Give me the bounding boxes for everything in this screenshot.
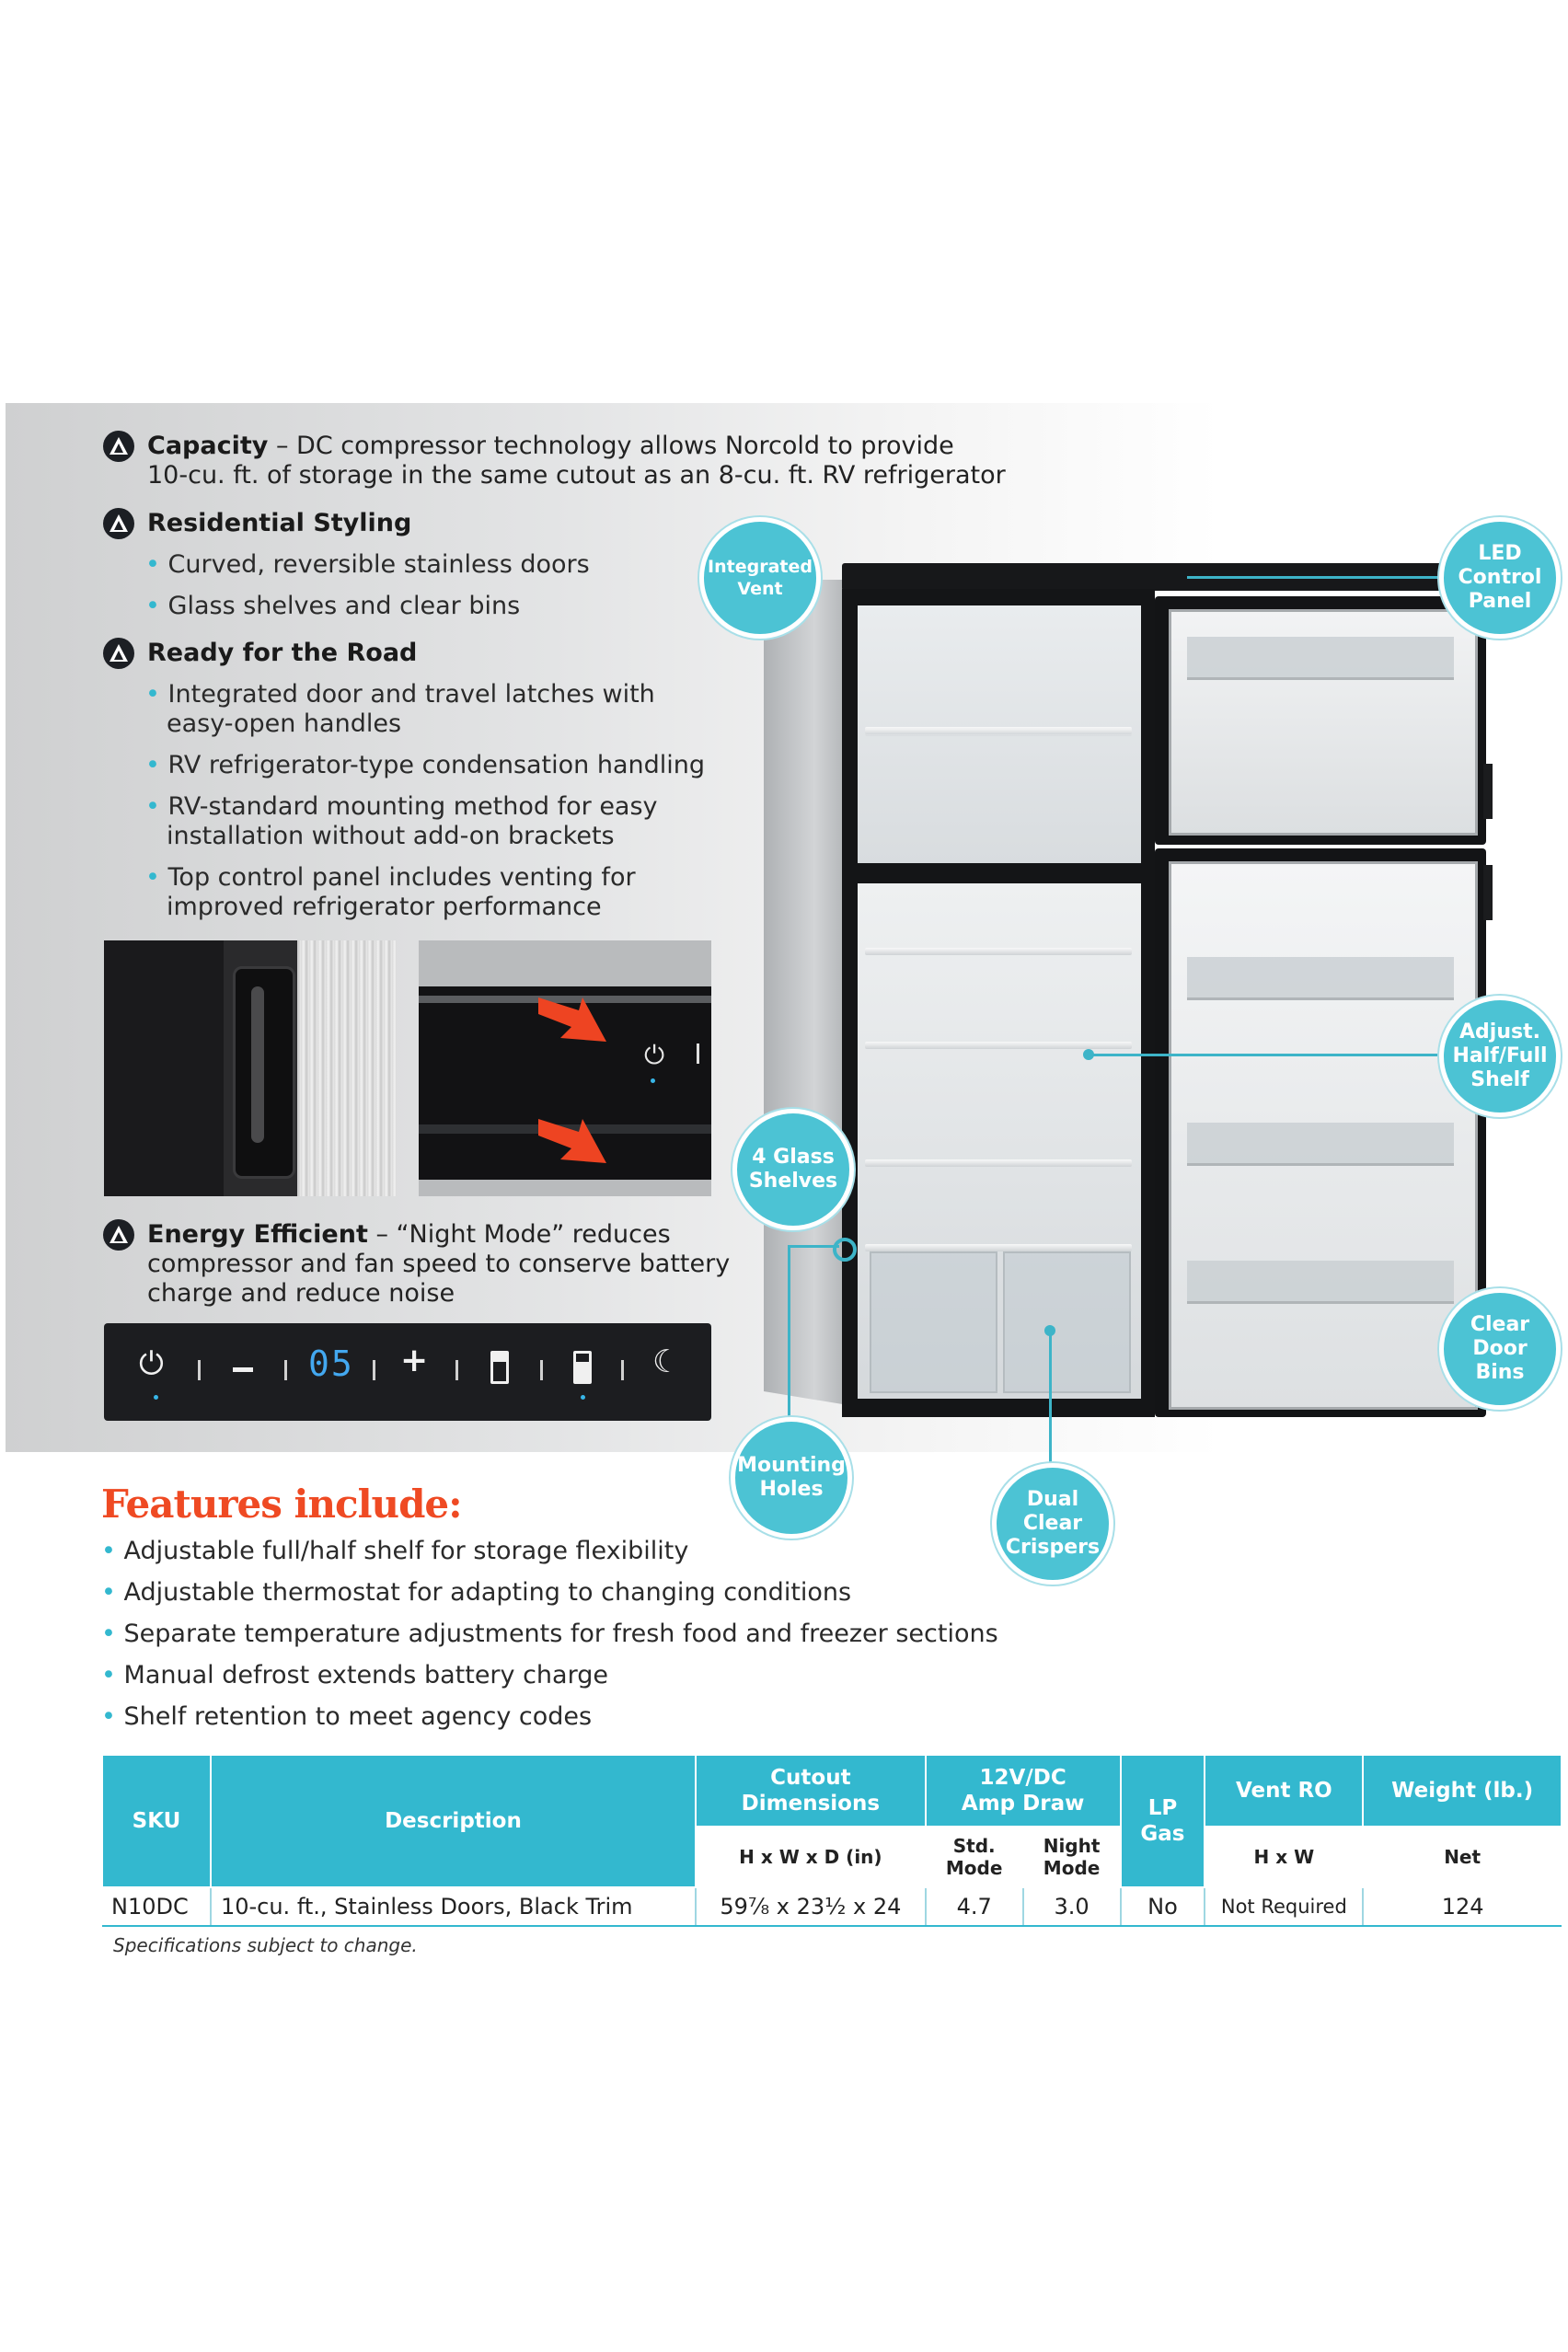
leader-line [788, 1245, 839, 1248]
road-title-text: Ready for the Road [147, 639, 418, 667]
feature-item: • Manual defrost extends battery charge [101, 1661, 608, 1689]
norcold-triangle-icon [103, 638, 134, 669]
road-title [147, 639, 417, 668]
list-item: • Top control panel includes venting for [145, 863, 636, 892]
th-weight: Weight (lb.) [1363, 1755, 1562, 1827]
list-item-text: Glass shelves and clear bins [167, 592, 521, 620]
th-text: Cutout [770, 1766, 851, 1790]
spec-table [101, 1754, 1562, 1927]
energy-title: Energy Efficient [147, 1220, 368, 1249]
control-panel-photo [104, 1323, 711, 1421]
th-sku: SKU [102, 1755, 211, 1887]
th-text: Std. [952, 1835, 996, 1857]
callout-crispers: Dual Clear Crispers [992, 1463, 1113, 1585]
th-vent-sub: H x W [1205, 1827, 1363, 1887]
plus-icon: + [400, 1342, 429, 1379]
energy-line-3: charge and reduce noise [147, 1279, 455, 1308]
callout-led-panel: LED Control Panel [1439, 517, 1561, 639]
th-night [1023, 1827, 1121, 1887]
power-icon: ⏻ [644, 1040, 665, 1070]
moon-icon: ☾ [652, 1343, 681, 1380]
feature-item: • Adjustable thermostat for adapting to changing conditions [101, 1578, 852, 1607]
cell-cutout: 59⁷⁄₈ x 23¹⁄₂ x 24 [696, 1887, 926, 1926]
latch-photo [104, 940, 397, 1196]
callout-clear-bins: Clear Door Bins [1439, 1288, 1561, 1410]
list-item-text: Curved, reversible stainless doors [167, 550, 590, 579]
norcold-triangle-icon [103, 431, 134, 462]
arrow-icon [538, 1112, 612, 1172]
leader-line [1049, 1330, 1052, 1468]
feature-text: Adjustable full/half shelf for storage flexibility [123, 1537, 689, 1565]
list-item-text: RV-standard mounting method for easy [167, 792, 658, 821]
th-text: Gas [1140, 1822, 1185, 1846]
th-cutout [696, 1755, 926, 1827]
cell-weight: 124 [1363, 1887, 1562, 1926]
energy-text: – “Night Mode” reduces [367, 1220, 671, 1249]
th-weight-sub: Net [1363, 1827, 1562, 1887]
list-item-cont: improved refrigerator performance [167, 893, 602, 921]
cell-std: 4.7 [926, 1887, 1023, 1926]
fridge-icon [573, 1351, 592, 1384]
feature-item: • Shelf retention to meet agency codes [101, 1702, 593, 1731]
capacity-line-1 [147, 432, 1012, 461]
th-text: Amp Draw [961, 1792, 1085, 1816]
leader-line [788, 1247, 790, 1431]
list-item: • RV refrigerator-type condensation handling [145, 751, 706, 779]
feature-text: Manual defrost extends battery charge [123, 1661, 608, 1689]
callout-glass-shelves: 4 Glass Shelves [732, 1109, 854, 1230]
cell-night: 3.0 [1023, 1887, 1121, 1926]
power-icon: ⏻ [139, 1345, 164, 1382]
th-std [926, 1827, 1023, 1887]
leader-line [1187, 576, 1445, 579]
cell-description: 10-cu. ft., Stainless Doors, Black Trim [211, 1887, 696, 1926]
cell-lp: No [1121, 1887, 1205, 1926]
cell-vent: Not Required [1205, 1887, 1363, 1926]
energy-line-1 [147, 1220, 736, 1250]
feature-item: • Adjustable full/half shelf for storage flexibility [101, 1537, 689, 1565]
refrigerator-image [755, 552, 1491, 1454]
leader-line [1086, 1054, 1445, 1056]
th-text: Night [1043, 1835, 1101, 1857]
spec-note: Specifications subject to change. [113, 1934, 418, 1956]
th-text: 12V/DC [979, 1766, 1066, 1790]
feature-item: • Separate temperature adjustments for fresh food and freezer sections [101, 1620, 998, 1648]
feature-text: Separate temperature adjustments for fresh food and freezer sections [123, 1620, 998, 1648]
vent-photo [419, 940, 711, 1196]
capacity-title: Capacity [147, 432, 269, 460]
th-vent: Vent RO [1205, 1755, 1363, 1827]
feature-text: Adjustable thermostat for adapting to changing conditions [123, 1578, 852, 1607]
list-item: • Glass shelves and clear bins [145, 592, 521, 620]
th-text: Mode [1043, 1857, 1101, 1879]
callout-mounting-holes: Mounting Holes [731, 1417, 852, 1539]
freezer-icon [490, 1351, 509, 1384]
energy-line-2: compressor and fan speed to conserve battery [147, 1250, 731, 1278]
residential-title-text: Residential Styling [147, 509, 412, 537]
minus-icon [233, 1367, 253, 1372]
features-title: Features include: [101, 1482, 462, 1527]
list-item-text: RV refrigerator-type condensation handling [167, 751, 706, 779]
callout-adjust-shelf: Adjust. Half/Full Shelf [1439, 996, 1561, 1117]
capacity-text: – DC compressor technology allows Norcold to provide [268, 432, 954, 460]
temperature-display: 05 [308, 1343, 354, 1384]
th-cutout-sub: H x W x D (in) [696, 1827, 926, 1887]
list-item-text: Top control panel includes venting for [167, 863, 636, 892]
residential-title [147, 509, 411, 538]
cell-sku: N10DC [102, 1887, 211, 1926]
th-text: LP [1147, 1796, 1178, 1820]
norcold-triangle-icon [103, 508, 134, 539]
th-lp [1121, 1755, 1205, 1887]
list-item: • RV-standard mounting method for easy [145, 792, 658, 821]
table-row [102, 1887, 1562, 1926]
th-text: Mode [945, 1857, 1003, 1879]
capacity-line-2: 10-cu. ft. of storage in the same cutout as an 8-cu. ft. RV refrigerator [147, 461, 1006, 490]
list-item-cont: easy-open handles [167, 709, 402, 738]
list-item: • Curved, reversible stainless doors [145, 550, 590, 579]
list-item: • Integrated door and travel latches with [145, 680, 655, 709]
feature-text: Shelf retention to meet agency codes [123, 1702, 593, 1731]
table-header-row [102, 1755, 1562, 1827]
list-item-text: Integrated door and travel latches with [167, 680, 655, 709]
callout-integrated-vent: Integrated Vent [699, 517, 821, 639]
th-text: Dimensions [741, 1792, 881, 1816]
norcold-triangle-icon [103, 1219, 134, 1251]
list-item-cont: installation without add-on brackets [167, 822, 615, 850]
arrow-icon [538, 988, 612, 1049]
th-amp [926, 1755, 1121, 1827]
th-description: Description [211, 1755, 696, 1887]
